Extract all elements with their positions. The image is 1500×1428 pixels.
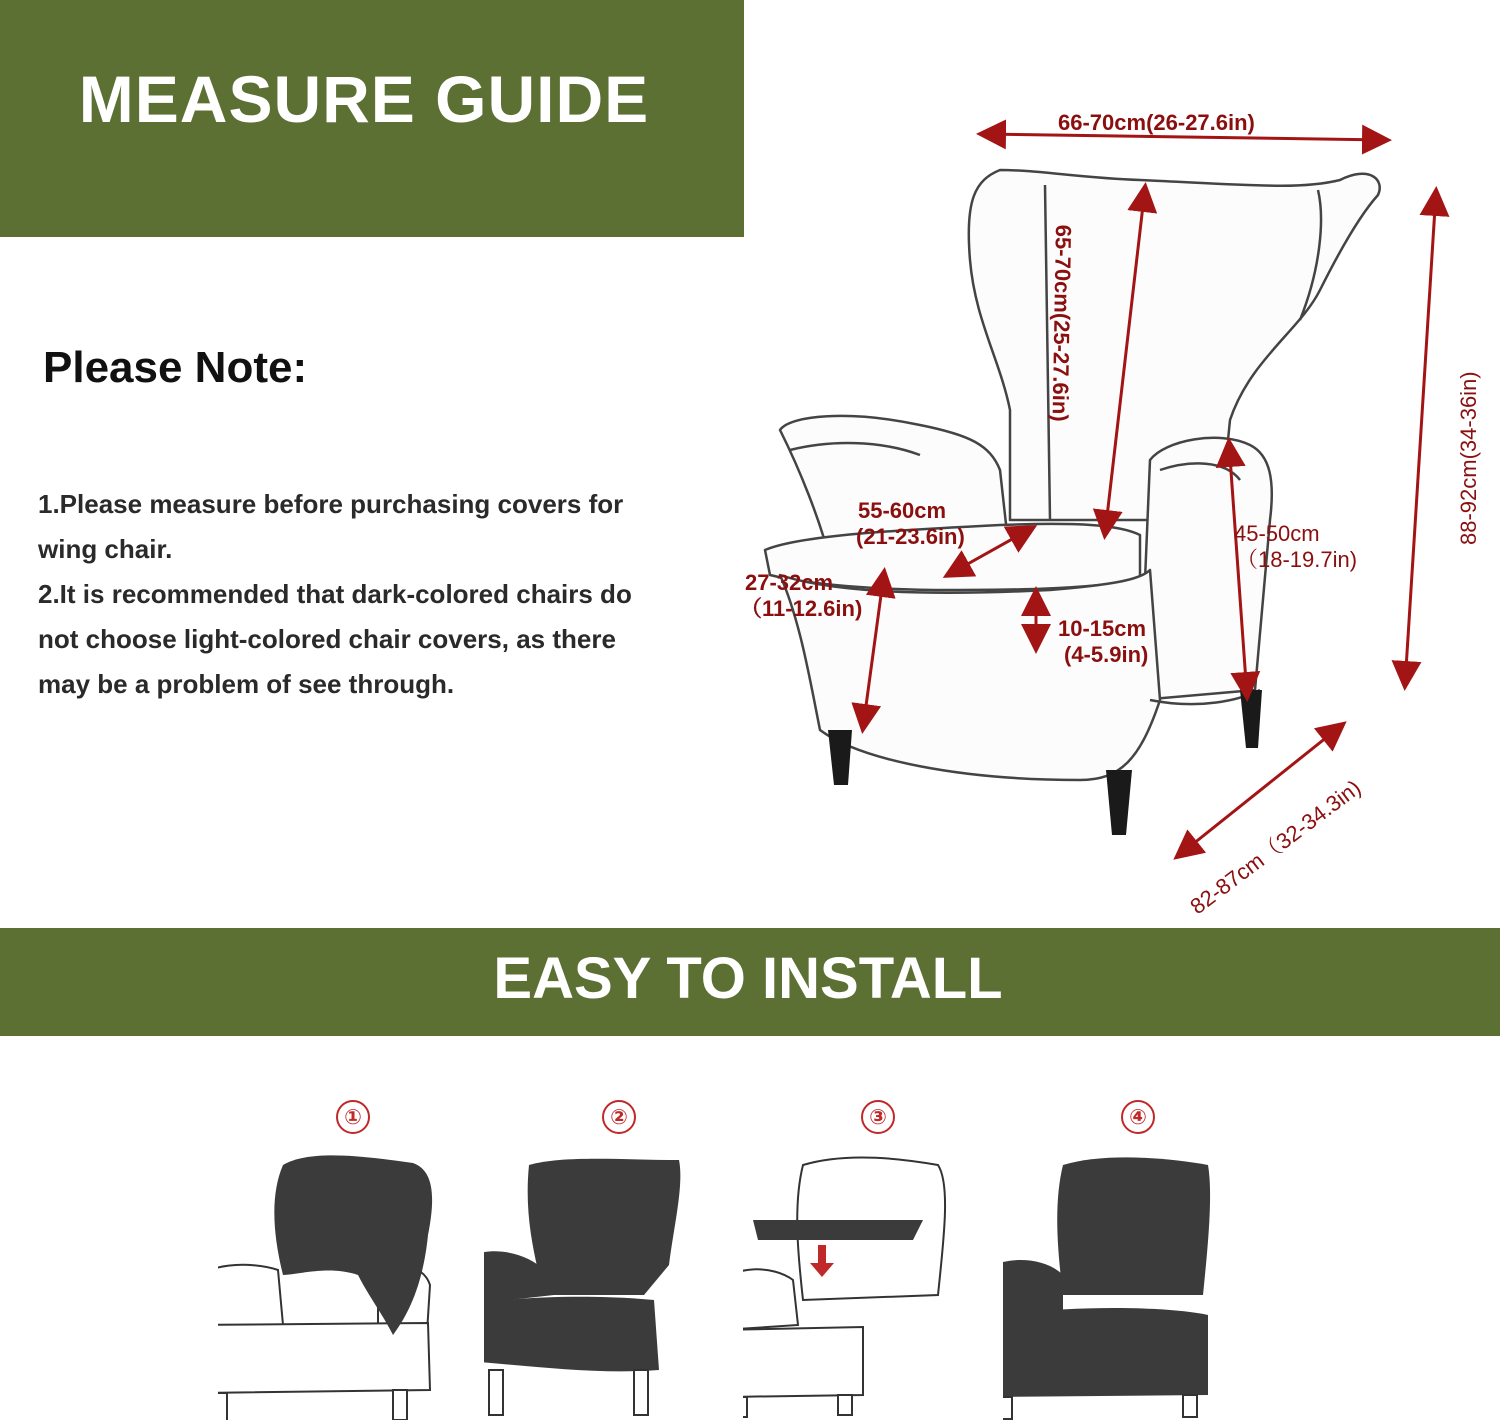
step-3-chair-icon: [743, 1145, 1013, 1420]
dim-seat-height-in: （18-19.7in): [1236, 547, 1358, 572]
dim-arm-height-cm: 27-32cm: [745, 570, 834, 595]
step-number: ②: [602, 1100, 636, 1134]
step-2-chair-icon: [484, 1145, 754, 1420]
dim-total-height: 88-92cm(34-36in): [1456, 371, 1481, 545]
step-number: ①: [336, 1100, 370, 1134]
dim-width: 66-70cm(26-27.6in): [1058, 110, 1255, 135]
dim-cushion-in: (4-5.9in): [1064, 642, 1149, 667]
install-step-2: [484, 1100, 754, 1420]
measure-guide-title: MEASURE GUIDE: [78, 61, 650, 136]
measured-chair-illustration: [740, 90, 1480, 910]
dim-arm-height-in: （11-12.6in): [740, 596, 863, 621]
step-4-chair-icon: [1003, 1145, 1273, 1420]
step-1-chair-icon: [218, 1145, 488, 1420]
easy-install-banner: [0, 928, 1500, 1036]
measure-guide-banner: [0, 0, 744, 237]
dim-depth: 82-87cm（32-34.3in): [1185, 774, 1366, 920]
dim-seat-depth-cm: 55-60cm: [858, 498, 947, 523]
note-title: Please Note:: [43, 343, 308, 392]
install-step-3: [743, 1100, 1013, 1420]
easy-install-title: EASY TO INSTALL: [493, 945, 1003, 1011]
dim-seat-height-cm: 45-50cm: [1234, 521, 1320, 546]
install-step-1: [218, 1100, 488, 1420]
dim-seat-depth-in: (21-23.6in): [856, 524, 965, 549]
step-number: ④: [1121, 1100, 1155, 1134]
dim-back-height: 65-70cm(25-27.6in): [1047, 224, 1076, 422]
dim-cushion-cm: 10-15cm: [1058, 616, 1147, 641]
step-number: ③: [861, 1100, 895, 1134]
note-text: 1.Please measure before purchasing covers for wing chair. 2.It is recommended that dark-colored chairs do not choose light-colored chair covers, as there may be a problem of see through.: [38, 489, 632, 699]
install-step-4: [1003, 1100, 1273, 1420]
